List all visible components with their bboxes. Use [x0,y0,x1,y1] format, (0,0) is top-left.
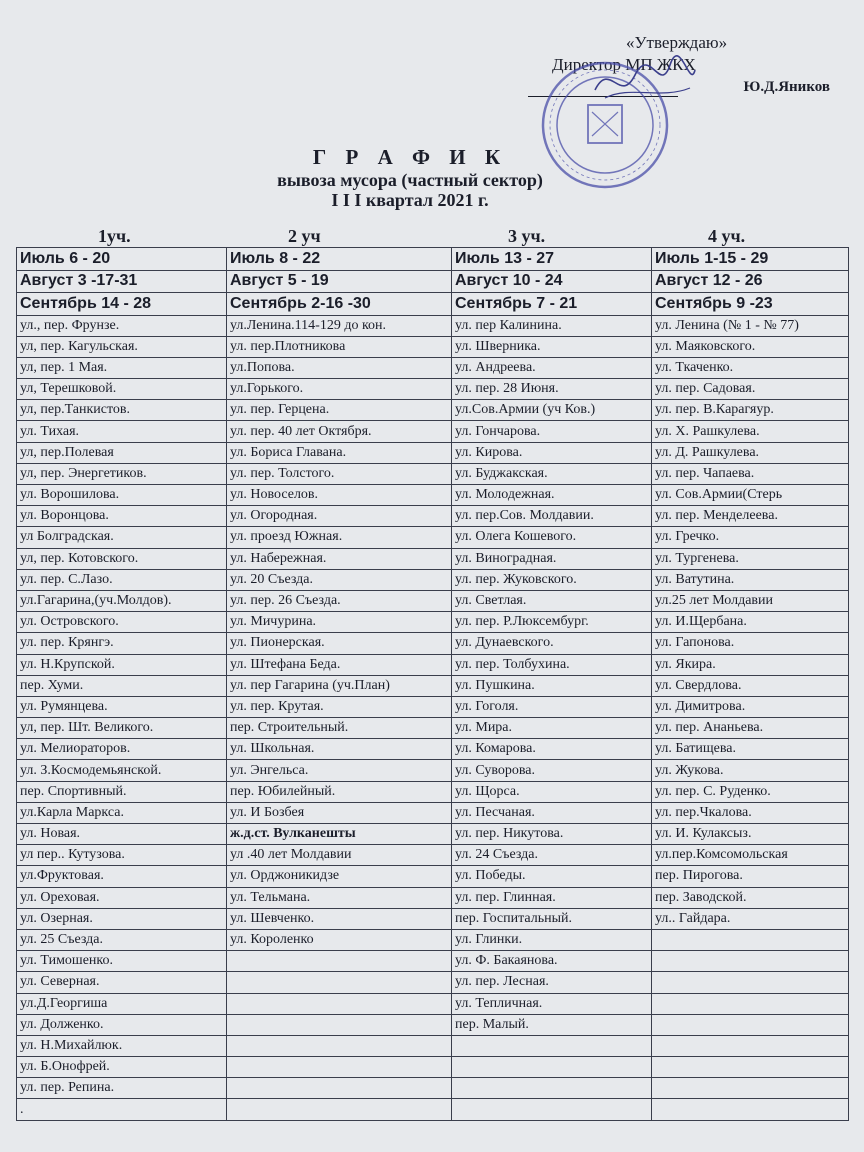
street-cell: ул. пер. 28 Июня. [452,379,652,400]
table-row [17,802,849,823]
street-cell: ул. Мелиораторов. [17,739,227,760]
street-cell: ж.д.ст. Вулканешты [227,824,452,845]
street-cell: ул. И.Щербана. [652,612,849,633]
street-cell: ул. Щорса. [452,781,652,802]
district-header-2: 2 уч [288,226,321,246]
street-cell: ул. Мира. [452,718,652,739]
approval-line-1: «Утверждаю» [626,33,728,52]
street-cell: ул. Тихая. [17,421,227,442]
street-cell: пер. Юбилейный. [227,781,452,802]
street-cell: ул. пер.Плотникова [227,336,452,357]
street-cell: ул. Д. Рашкулева. [652,442,849,463]
street-cell: ул. Буджакская. [452,463,652,484]
street-cell [652,1035,849,1056]
table-row [17,590,849,611]
month-dates-cell: Июль 1-15 - 29 [652,248,849,271]
street-cell: ул. Молодежная. [452,485,652,506]
approval-line-2: Директор МП ЖКХ [552,55,696,74]
street-cell: ул. Кирова. [452,442,652,463]
street-cell: ул. И. Кулаксыз. [652,824,849,845]
street-cell: ул. Новая. [17,824,227,845]
table-row [17,336,849,357]
table-row [17,421,849,442]
street-cell: ул, пер. Кагульская. [17,336,227,357]
month-dates-cell: Июль 13 - 27 [452,248,652,271]
street-cell: ул. Олега Кошевого. [452,527,652,548]
table-row [17,654,849,675]
street-cell: пер. Малый. [452,1014,652,1035]
street-cell: ул.Гагарина,(уч.Молдов). [17,590,227,611]
table-row [17,739,849,760]
street-cell: ул, Терешковой. [17,379,227,400]
document-title: Г Р А Ф И К [312,145,508,169]
street-cell: ул.. Гайдара. [652,908,849,929]
street-cell: ул. Гоголя. [452,696,652,717]
month-dates-cell: Июль 6 - 20 [17,248,227,271]
street-cell: ул. Светлая. [452,590,652,611]
table-row [17,400,849,421]
street-cell: ул. пер. Толбухина. [452,654,652,675]
street-cell: ул. 20 Съезда. [227,569,452,590]
table-row [17,845,849,866]
street-cell: ул. Тепличная. [452,993,652,1014]
table-row [17,1099,849,1120]
district-header-4: 4 уч. [708,226,746,246]
street-cell: ул. Гончарова. [452,421,652,442]
street-cell [652,1014,849,1035]
street-cell: ул. Румянцева. [17,696,227,717]
street-cell: ул, пер. Шт. Великого. [17,718,227,739]
street-cell: ул. пер. Садовая. [652,379,849,400]
street-cell: ул. Батищева. [652,739,849,760]
street-cell: ул. пер. Толстого. [227,463,452,484]
street-cell: ул. пер. В.Карагяур. [652,400,849,421]
street-cell: ул.Ленина.114-129 до кон. [227,315,452,336]
street-cell: ул. пер. Никутова. [452,824,652,845]
street-cell: ул. Глинки. [452,929,652,950]
street-cell: ул. Воронцова. [17,506,227,527]
table-row [17,379,849,400]
street-cell: ул. Ф. Бакаянова. [452,951,652,972]
street-cell: пер. Пирогова. [652,866,849,887]
street-cell: ул. Северная. [17,972,227,993]
street-cell: ул. Маяковского. [652,336,849,357]
month-row [17,248,849,271]
district-headers [16,226,848,246]
table-row [17,929,849,950]
street-cell [227,1078,452,1099]
month-row [17,293,849,316]
month-dates-cell: Июль 8 - 22 [227,248,452,271]
month-dates-cell: Август 12 - 26 [652,270,849,293]
month-dates-cell: Сентябрь 2-16 -30 [227,293,452,316]
street-cell: ул, пер.Полевая [17,442,227,463]
table-row [17,506,849,527]
street-cell: ул. Ватутина. [652,569,849,590]
month-dates-cell: Август 10 - 24 [452,270,652,293]
street-cell [452,1035,652,1056]
month-row [17,270,849,293]
street-cell: ул.Д.Георгиша [17,993,227,1014]
street-cell: ул. И Бозбея [227,802,452,823]
street-cell: ул. пер. Крянгэ. [17,633,227,654]
street-cell: ул. Свердлова. [652,675,849,696]
street-cell: ул. Тельмана. [227,887,452,908]
street-cell: ул, пер.Танкистов. [17,400,227,421]
street-cell: ул. Энгельса. [227,760,452,781]
table-row [17,675,849,696]
table-row [17,1035,849,1056]
street-cell [227,1057,452,1078]
street-cell: ул. Набережная. [227,548,452,569]
street-cell: ул. Х. Рашкулева. [652,421,849,442]
street-cell: ул. Андреева. [452,357,652,378]
table-row [17,760,849,781]
street-cell: ул.Сов.Армии (уч Ков.) [452,400,652,421]
street-cell: ул. Димитрова. [652,696,849,717]
street-cell: ул.Попова. [227,357,452,378]
street-cell: ул. Победы. [452,866,652,887]
street-cell: ул, пер. Котовского. [17,548,227,569]
street-cell: ул. Шевченко. [227,908,452,929]
district-header-1: 1уч. [98,226,131,246]
street-cell: пер. Спортивный. [17,781,227,802]
title-block [160,144,660,210]
table-row [17,1078,849,1099]
street-cell: ул. Песчаная. [452,802,652,823]
street-cell: ул. пер.Чкалова. [652,802,849,823]
table-row [17,696,849,717]
table-row [17,993,849,1014]
street-cell: ул. пер Калинина. [452,315,652,336]
street-cell [652,993,849,1014]
street-cell: ул. Ленина (№ 1 - № 77) [652,315,849,336]
table-row [17,357,849,378]
street-cell [227,972,452,993]
street-cell: ул. Гречко. [652,527,849,548]
street-cell: ул, пер. Энергетиков. [17,463,227,484]
street-cell [652,951,849,972]
street-cell: ул. пер. С. Руденко. [652,781,849,802]
street-cell: ул. пер. Лесная. [452,972,652,993]
street-cell [227,1035,452,1056]
street-cell: ул пер.. Кутузова. [17,845,227,866]
street-cell: ул. пер. 40 лет Октября. [227,421,452,442]
street-cell: ул. пер. Ананьева. [652,718,849,739]
street-cell: ул. 25 Съезда. [17,929,227,950]
street-cell: ул. Пушкина. [452,675,652,696]
table-row [17,463,849,484]
table-row [17,718,849,739]
table-row [17,527,849,548]
table-row [17,442,849,463]
table-row [17,569,849,590]
street-cell: ул. Дунаевского. [452,633,652,654]
month-dates-cell: Сентябрь 9 -23 [652,293,849,316]
street-cell: ул. Тургенева. [652,548,849,569]
schedule-table [16,247,849,1121]
street-cell: ул. пер. Жуковского. [452,569,652,590]
table-row [17,824,849,845]
street-cell: ул. Б.Онофрей. [17,1057,227,1078]
table-row [17,612,849,633]
street-cell [652,1078,849,1099]
signature-scribble [590,50,700,110]
street-cell: ул. Бориса Главана. [227,442,452,463]
street-cell: ул., пер. Фрунзе. [17,315,227,336]
street-cell: ул. пер. Репина. [17,1078,227,1099]
street-cell [227,993,452,1014]
street-cell: ул.Горького. [227,379,452,400]
street-cell: ул. Мичурина. [227,612,452,633]
street-cell: ул. Островского. [17,612,227,633]
document-period: I I I квартал 2021 г. [331,190,489,210]
street-cell: ул. Озерная. [17,908,227,929]
street-cell: ул. пер. 26 Съезда. [227,590,452,611]
street-cell: пер. Строительный. [227,718,452,739]
street-cell: ул. Н.Крупской. [17,654,227,675]
street-cell: ул, пер. 1 Мая. [17,357,227,378]
document-subtitle: вывоза мусора (частный сектор) [277,170,543,190]
street-cell: ул. Огородная. [227,506,452,527]
street-cell [652,1099,849,1120]
month-dates-cell: Сентябрь 14 - 28 [17,293,227,316]
street-cell: ул. проезд Южная. [227,527,452,548]
street-cell: ул. Ткаченко. [652,357,849,378]
table-row [17,972,849,993]
street-cell: ул. пер. Крутая. [227,696,452,717]
table-row [17,1014,849,1035]
street-cell [652,972,849,993]
table-row [17,781,849,802]
street-cell: ул. пер.Сов. Молдавии. [452,506,652,527]
street-cell: пер. Госпитальный. [452,908,652,929]
street-cell [227,951,452,972]
table-row [17,485,849,506]
street-cell: ул. Суворова. [452,760,652,781]
street-cell: . [17,1099,227,1120]
street-cell [227,1099,452,1120]
street-cell: ул. Сов.Армии(Стерь [652,485,849,506]
street-cell: ул. пер Гагарина (уч.План) [227,675,452,696]
street-cell: ул.пер.Комсомольская [652,845,849,866]
street-cell: ул. Гапонова. [652,633,849,654]
street-cell: ул. Долженко. [17,1014,227,1035]
month-dates-cell: Август 3 -17-31 [17,270,227,293]
table-row [17,633,849,654]
street-cell: ул. Новоселов. [227,485,452,506]
street-cell: ул. Комарова. [452,739,652,760]
street-cell: ул. Школьная. [227,739,452,760]
street-cell: ул. пер. Менделеева. [652,506,849,527]
street-cell: ул. Н.Михайлюк. [17,1035,227,1056]
street-cell: ул. Тимошенко. [17,951,227,972]
street-cell [652,929,849,950]
district-header-3: 3 уч. [508,226,546,246]
street-cell: ул. Жукова. [652,760,849,781]
street-cell: ул.25 лет Молдавии [652,590,849,611]
street-cell [452,1057,652,1078]
street-cell: ул. пер. С.Лазо. [17,569,227,590]
street-cell: ул. Штефана Беда. [227,654,452,675]
table-row [17,951,849,972]
street-cell: ул Болградская. [17,527,227,548]
street-cell: пер. Хуми. [17,675,227,696]
street-cell: ул. пер. Герцена. [227,400,452,421]
street-cell: ул.Карла Маркса. [17,802,227,823]
street-cell: ул. Ворошилова. [17,485,227,506]
table-row [17,548,849,569]
table-row [17,908,849,929]
street-cell: ул. пер. Глинная. [452,887,652,908]
street-cell [652,1057,849,1078]
street-cell: ул. пер. Чапаева. [652,463,849,484]
street-cell: ул. Орджоникидзе [227,866,452,887]
table-row [17,1057,849,1078]
table-row [17,315,849,336]
street-cell [452,1078,652,1099]
street-cell [227,1014,452,1035]
street-cell: ул. Виноградная. [452,548,652,569]
street-cell: ул. Ореховая. [17,887,227,908]
month-dates-cell: Август 5 - 19 [227,270,452,293]
table-row [17,866,849,887]
month-dates-cell: Сентябрь 7 - 21 [452,293,652,316]
street-cell: ул. Шверника. [452,336,652,357]
street-cell: пер. Заводской. [652,887,849,908]
street-cell: ул. З.Космодемьянской. [17,760,227,781]
street-cell: ул. Пионерская. [227,633,452,654]
street-cell: ул. Якира. [652,654,849,675]
table-row [17,887,849,908]
street-cell: ул. Короленко [227,929,452,950]
street-cell: ул. 24 Съезда. [452,845,652,866]
approval-line-3: Ю.Д.Яников [743,79,830,95]
street-cell: ул. пер. Р.Люксембург. [452,612,652,633]
street-cell: ул .40 лет Молдавии [227,845,452,866]
street-cell [452,1099,652,1120]
street-cell: ул.Фруктовая. [17,866,227,887]
